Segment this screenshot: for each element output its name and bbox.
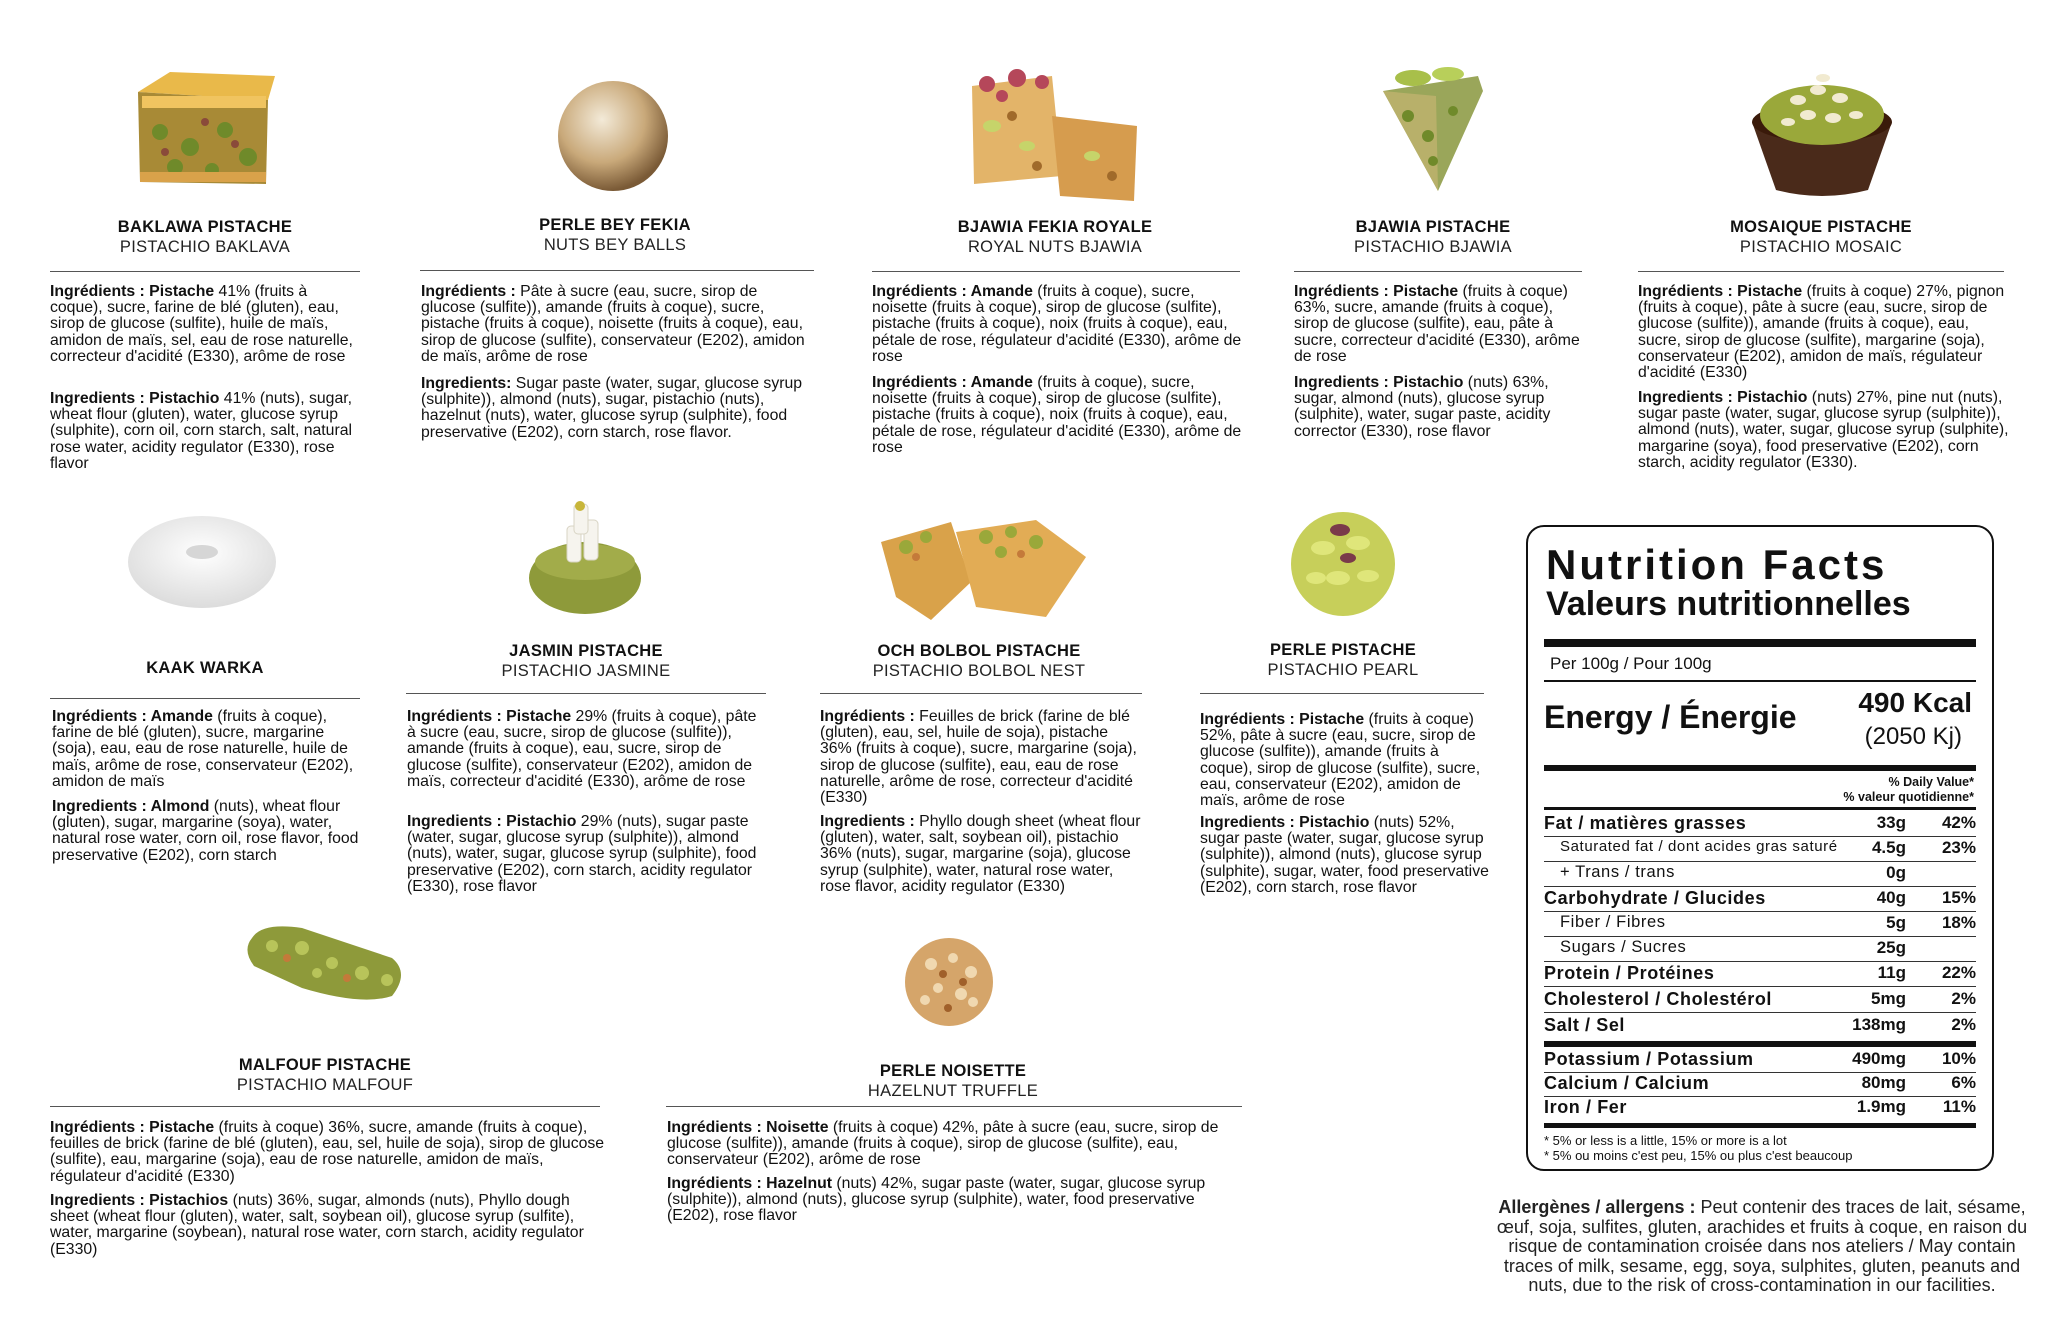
product-name: PERLE NOISETTE <box>879 1062 1027 1080</box>
divider <box>666 1106 1242 1107</box>
ingredients-fr: Ingrédients : Pistache 29% (fruits à coque), pâte à sucre (eau, sucre, sirop de glucose (sulfite)), amande (fruits à coque), eau, sucre, sirop de glucose (sulfite), conservateur (E202), amidon de maïs, correcteur d'acidité (E330), arôme de rose <box>407 708 757 790</box>
ingredients-fr: Ingrédients : Pâte à sucre (eau, sucre, sirop de glucose (sulfite)), amande (fruits à coque), sucre, pistache (fruits à coque), noisette (fruits à coque), eau, sirop de glucose (sulfite), conservateur (E202), amidon de maïs, arôme de rose <box>421 283 805 365</box>
divider <box>1200 693 1484 694</box>
product-subtitle: NUTS BEY BALLS <box>543 236 687 254</box>
perle-noisette-image <box>903 932 995 1028</box>
bjawia-fekia-royale-image <box>962 56 1142 206</box>
ingredients-en: Ingredients : Pistachio (nuts) 63%, sugar, almond (nuts), glucose syrup (sulphite), water, sugar paste, acidity corrector (E330), rose flavor <box>1294 374 1551 440</box>
divider <box>1544 639 1976 647</box>
divider <box>1544 680 1976 682</box>
nutrient-row-protein: Protein / Protéines 11g 22% <box>1544 963 1976 987</box>
divider <box>406 693 766 694</box>
product-name: KAAK WARKA <box>146 659 264 677</box>
ingredients-en: Ingredients : Pistachios (nuts) 36%, sugar, almonds (nuts), Phyllo dough sheet (wheat flour (gluten), water, salt, soybean oil), glucose syrup (sulfite), water, margarine (soybean), natural rose water, corn starch, acidity regulator (E330) <box>50 1192 584 1258</box>
product-subtitle: PISTACHIO PEARL <box>1267 661 1419 679</box>
product-subtitle: ROYAL NUTS BJAWIA <box>967 238 1143 256</box>
ingredients-fr: Ingrédients : Pistache (fruits à coque) 36%, sucre, amande (fruits à coque), feuilles de brick (farine de blé (gluten), eau, sel, huile de soja), sirop de glucose (sulfite), eau, margarine (soja), eau de rose naturelle, amidon de maïs, régulateur d'acidité (E330) <box>50 1119 605 1185</box>
energy-kj: (2050 Kj) <box>1864 723 1962 750</box>
malfouf-pistache-image <box>242 918 412 1008</box>
divider <box>1638 271 2004 272</box>
product-name: OCH BOLBOL PISTACHE <box>877 642 1081 660</box>
nutrient-row-salt: Salt / Sel 138mg 2% <box>1544 1015 1976 1035</box>
divider <box>50 698 360 699</box>
ingredients-en: Ingredients : Pistachio 41% (nuts), sugar, wheat flour (gluten), water, glucose syrup (sulphite), corn oil, corn starch, salt, natural rose water, acidity regulator (E330), rose flavor <box>50 390 353 472</box>
ingredients-en: Ingrédients : Hazelnut (nuts) 42%, sugar paste (water, sugar, glucose syrup (sulphite)), almond (nuts), glucose syrup (sulphite), water, food preservative (E202), rose flavor <box>667 1175 1206 1225</box>
ingredients-en: Ingrédients : Amande (fruits à coque), sucre, noisette (fruits à coque), sirop de glucose (sulfite), pistache (fruits à coque), noix (fruits à coque), eau, pétale de rose, régulateur d'acidité (E330), arôme de rose <box>872 374 1242 456</box>
nutrient-row-fat: Fat / matières grasses 33g 42% <box>1544 813 1976 837</box>
jasmin-pistache-image <box>522 496 648 616</box>
divider <box>1544 1041 1976 1047</box>
divider <box>50 271 360 272</box>
divider <box>1544 807 1976 810</box>
daily-value-header-fr: % valeur quotidienne* <box>1843 790 1974 804</box>
nutrient-row-sugars: Sugars / Sucres 25g <box>1544 938 1976 962</box>
ingredients-en: Ingredients : Pistachio 29% (nuts), sugar paste (water, sugar, glucose syrup (sulphite)), almond (nuts), water, sugar, glucose syrup (sulphite), food preservative (E202), corn starch, acidity regulator (E330), rose flavor <box>407 813 757 895</box>
ingredients-fr: Ingrédients : Pistache (fruits à coque) 63%, sucre, amande (fruits à coque), sirop de glucose (sulfite), eau, pâte à sucre, correcteur d'acidité (E330), arôme de rose <box>1294 283 1580 365</box>
product-subtitle: PISTACHIO BAKLAVA <box>119 238 291 256</box>
product-name: BJAWIA PISTACHE <box>1355 218 1511 236</box>
nutrient-row-iron: Iron / Fer 1.9mg 11% <box>1544 1097 1976 1117</box>
product-name: MOSAIQUE PISTACHE <box>1730 218 1912 236</box>
ingredients-fr: Ingrédients : Noisette (fruits à coque) 42%, pâte à sucre (eau, sucre, sirop de glucose (sulfite)), amande (fruits à coque), sirop de glucose (sulfite), eau, conservateur (E202), arôme de rose <box>667 1119 1219 1169</box>
divider <box>420 270 814 271</box>
divider <box>1544 765 1976 771</box>
product-subtitle: PISTACHIO MALFOUF <box>236 1076 414 1094</box>
footnote-fr: * 5% ou moins c'est peu, 15% ou plus c'est beaucoup <box>1544 1148 1853 1163</box>
ingredients-fr: Ingrédients : Feuilles de brick (farine de blé (gluten), eau, sel, huile de soja), pistache 36% (fruits à coque), sucre, margarine (soja), sirop de glucose (sulfite), eau, eau de rose naturelle, arôme de rose, correcteur d'acidité (E330) <box>820 708 1137 807</box>
product-name: PERLE PISTACHE <box>1270 641 1416 659</box>
perle-pistache-image <box>1288 508 1398 618</box>
ingredients-en: Ingredients: Sugar paste (water, sugar, glucose syrup (sulphite)), almond (nuts), sugar, pistachio (nuts), hazelnut (nuts), water, glucose syrup (sulphite), food preservative (E202), corn starch, rose flavor. <box>421 375 803 441</box>
nutrient-row-cholesterol: Cholesterol / Cholestérol 5mg 2% <box>1544 989 1976 1013</box>
ingredients-en: Ingredients : Pistachio (nuts) 27%, pine nut (nuts), sugar paste (water, sugar, glucose syrup (sulphite)), almond (nuts), water, sugar, glucose syrup (sulphite), margarine (soya), food preservative (E202), corn starch, acidity regulator (E330). <box>1638 389 2009 471</box>
divider <box>872 271 1240 272</box>
nutrient-row-saturated-fat: Saturated fat / dont acides gras saturé 4.5g 23% <box>1544 838 1976 862</box>
product-subtitle: PISTACHIO MOSAIC <box>1739 238 1903 256</box>
energy-label: Energy / Énergie <box>1544 699 1797 735</box>
product-name: BAKLAWA PISTACHE <box>117 218 293 236</box>
ingredients-en: Ingredients : Almond (nuts), wheat flour (gluten), sugar, margarine (soya), water, natural rose water, corn oil, rose flavor, food preservative (E202), corn starch <box>52 798 359 864</box>
nutrient-row-trans-fat: + Trans / trans 0g <box>1544 863 1976 887</box>
nutrition-facts-panel <box>1526 525 1994 1171</box>
divider <box>1294 271 1582 272</box>
ingredients-fr: Ingrédients : Pistache (fruits à coque) 27%, pignon (fruits à coque), pâte à sucre (eau, sucre, sirop de glucose (sulfite)), amande (fruits à coque), eau, sucre, sirop de glucose (sulfite), margarine (soja), conservateur (E202), amidon de maïs, régulateur d'acidité (E330) <box>1638 283 2005 382</box>
product-subtitle: PISTACHIO BOLBOL NEST <box>872 662 1086 680</box>
bjawia-pistache-image <box>1378 56 1488 196</box>
nutrition-title-fr: Valeurs nutritionnelles <box>1546 585 1911 623</box>
kaak-warka-image <box>126 510 278 610</box>
nutrient-row-potassium: Potassium / Potassium 490mg 10% <box>1544 1049 1976 1073</box>
ingredients-fr: Ingrédients : Amande (fruits à coque), farine de blé (gluten), sucre, margarine (soja), eau, eau de rose naturelle, huile de maïs, arôme de rose, conservateur (E202), amidon de maïs <box>52 708 354 790</box>
serving-size: Per 100g / Pour 100g <box>1550 654 1712 673</box>
divider <box>820 693 1142 694</box>
product-name: MALFOUF PISTACHE <box>238 1056 412 1074</box>
ingredients-fr: Ingrédients : Pistache (fruits à coque) 52%, pâte à sucre (eau, sucre, sirop de glucose (sulfite)), amande (fruits à coque), sirop de glucose (sulfite), sucre, eau, conservateur (E202), amidon de maïs, arôme de rose <box>1200 711 1481 810</box>
baklava-pistache-image <box>130 62 280 192</box>
product-subtitle: HAZELNUT TRUFFLE <box>867 1082 1039 1100</box>
daily-value-header: % Daily Value* <box>1888 775 1974 789</box>
ingredients-fr: Ingrédients : Amande (fruits à coque), sucre, noisette (fruits à coque), sirop de glucose (sulfite), pistache (fruits à coque), noix (fruits à coque), eau, pétale de rose, régulateur d'acidité (E330), arôme de rose <box>872 283 1242 365</box>
perle-bey-fekia-image <box>553 74 673 194</box>
divider <box>50 1106 600 1107</box>
product-name: PERLE BEY FEKIA <box>539 216 691 234</box>
divider <box>1544 1123 1976 1128</box>
allergens-note: Allergènes / allergens : Peut contenir des traces de lait, sésame, œuf, soja, sulfites, gluten, arachides et fruits à coque, en raison du risque de contamination croisée dans nos ateliers / May contain traces of milk, sesame, egg, soya, sulphites, gluten, peanuts and nuts, due to the risk of cross-contamination in our facilities. <box>1496 1197 2028 1295</box>
product-name: BJAWIA FEKIA ROYALE <box>957 218 1153 236</box>
nutrient-row-fiber: Fiber / Fibres 5g 18% <box>1544 913 1976 937</box>
nutrient-row-calcium: Calcium / Calcium 80mg 6% <box>1544 1073 1976 1097</box>
energy-kcal: 490 Kcal <box>1858 687 1972 718</box>
product-subtitle: PISTACHIO JASMINE <box>501 662 671 680</box>
ingredients-fr: Ingrédients : Pistache 41% (fruits à coque), sucre, farine de blé (gluten), eau, sirop de glucose (sulfite), huile de maïs, amidon de maïs, sel, eau de rose naturelle, correcteur d'acidité (E330), arôme de rose <box>50 283 353 365</box>
nutrition-title-en: Nutrition Facts <box>1546 541 1888 588</box>
nutrient-row-carbohydrate: Carbohydrate / Glucides 40g 15% <box>1544 888 1976 912</box>
ingredients-en: Ingredients : Phyllo dough sheet (wheat flour (gluten), water, salt, soybean oil), pistachio 36% (nuts), sugar, margarine (soja), glucose syrup (sulphite), water, natural rose water, rose flavor, acidity regulator (E330) <box>820 813 1141 895</box>
footnote-en: * 5% or less is a little, 15% or more is a lot <box>1544 1133 1787 1148</box>
product-subtitle: PISTACHIO BJAWIA <box>1354 238 1512 256</box>
mosaique-pistache-image <box>1748 60 1896 200</box>
ingredients-en: Ingredients : Pistachio (nuts) 52%, sugar paste (water, sugar, glucose syrup (sulphite)), almond (nuts), glucose syrup (sulphite), sugar, water, food preservative (E202), corn starch, rose flavor <box>1200 814 1489 896</box>
product-name: JASMIN PISTACHE <box>509 642 663 660</box>
och-bolbol-image <box>876 502 1096 622</box>
